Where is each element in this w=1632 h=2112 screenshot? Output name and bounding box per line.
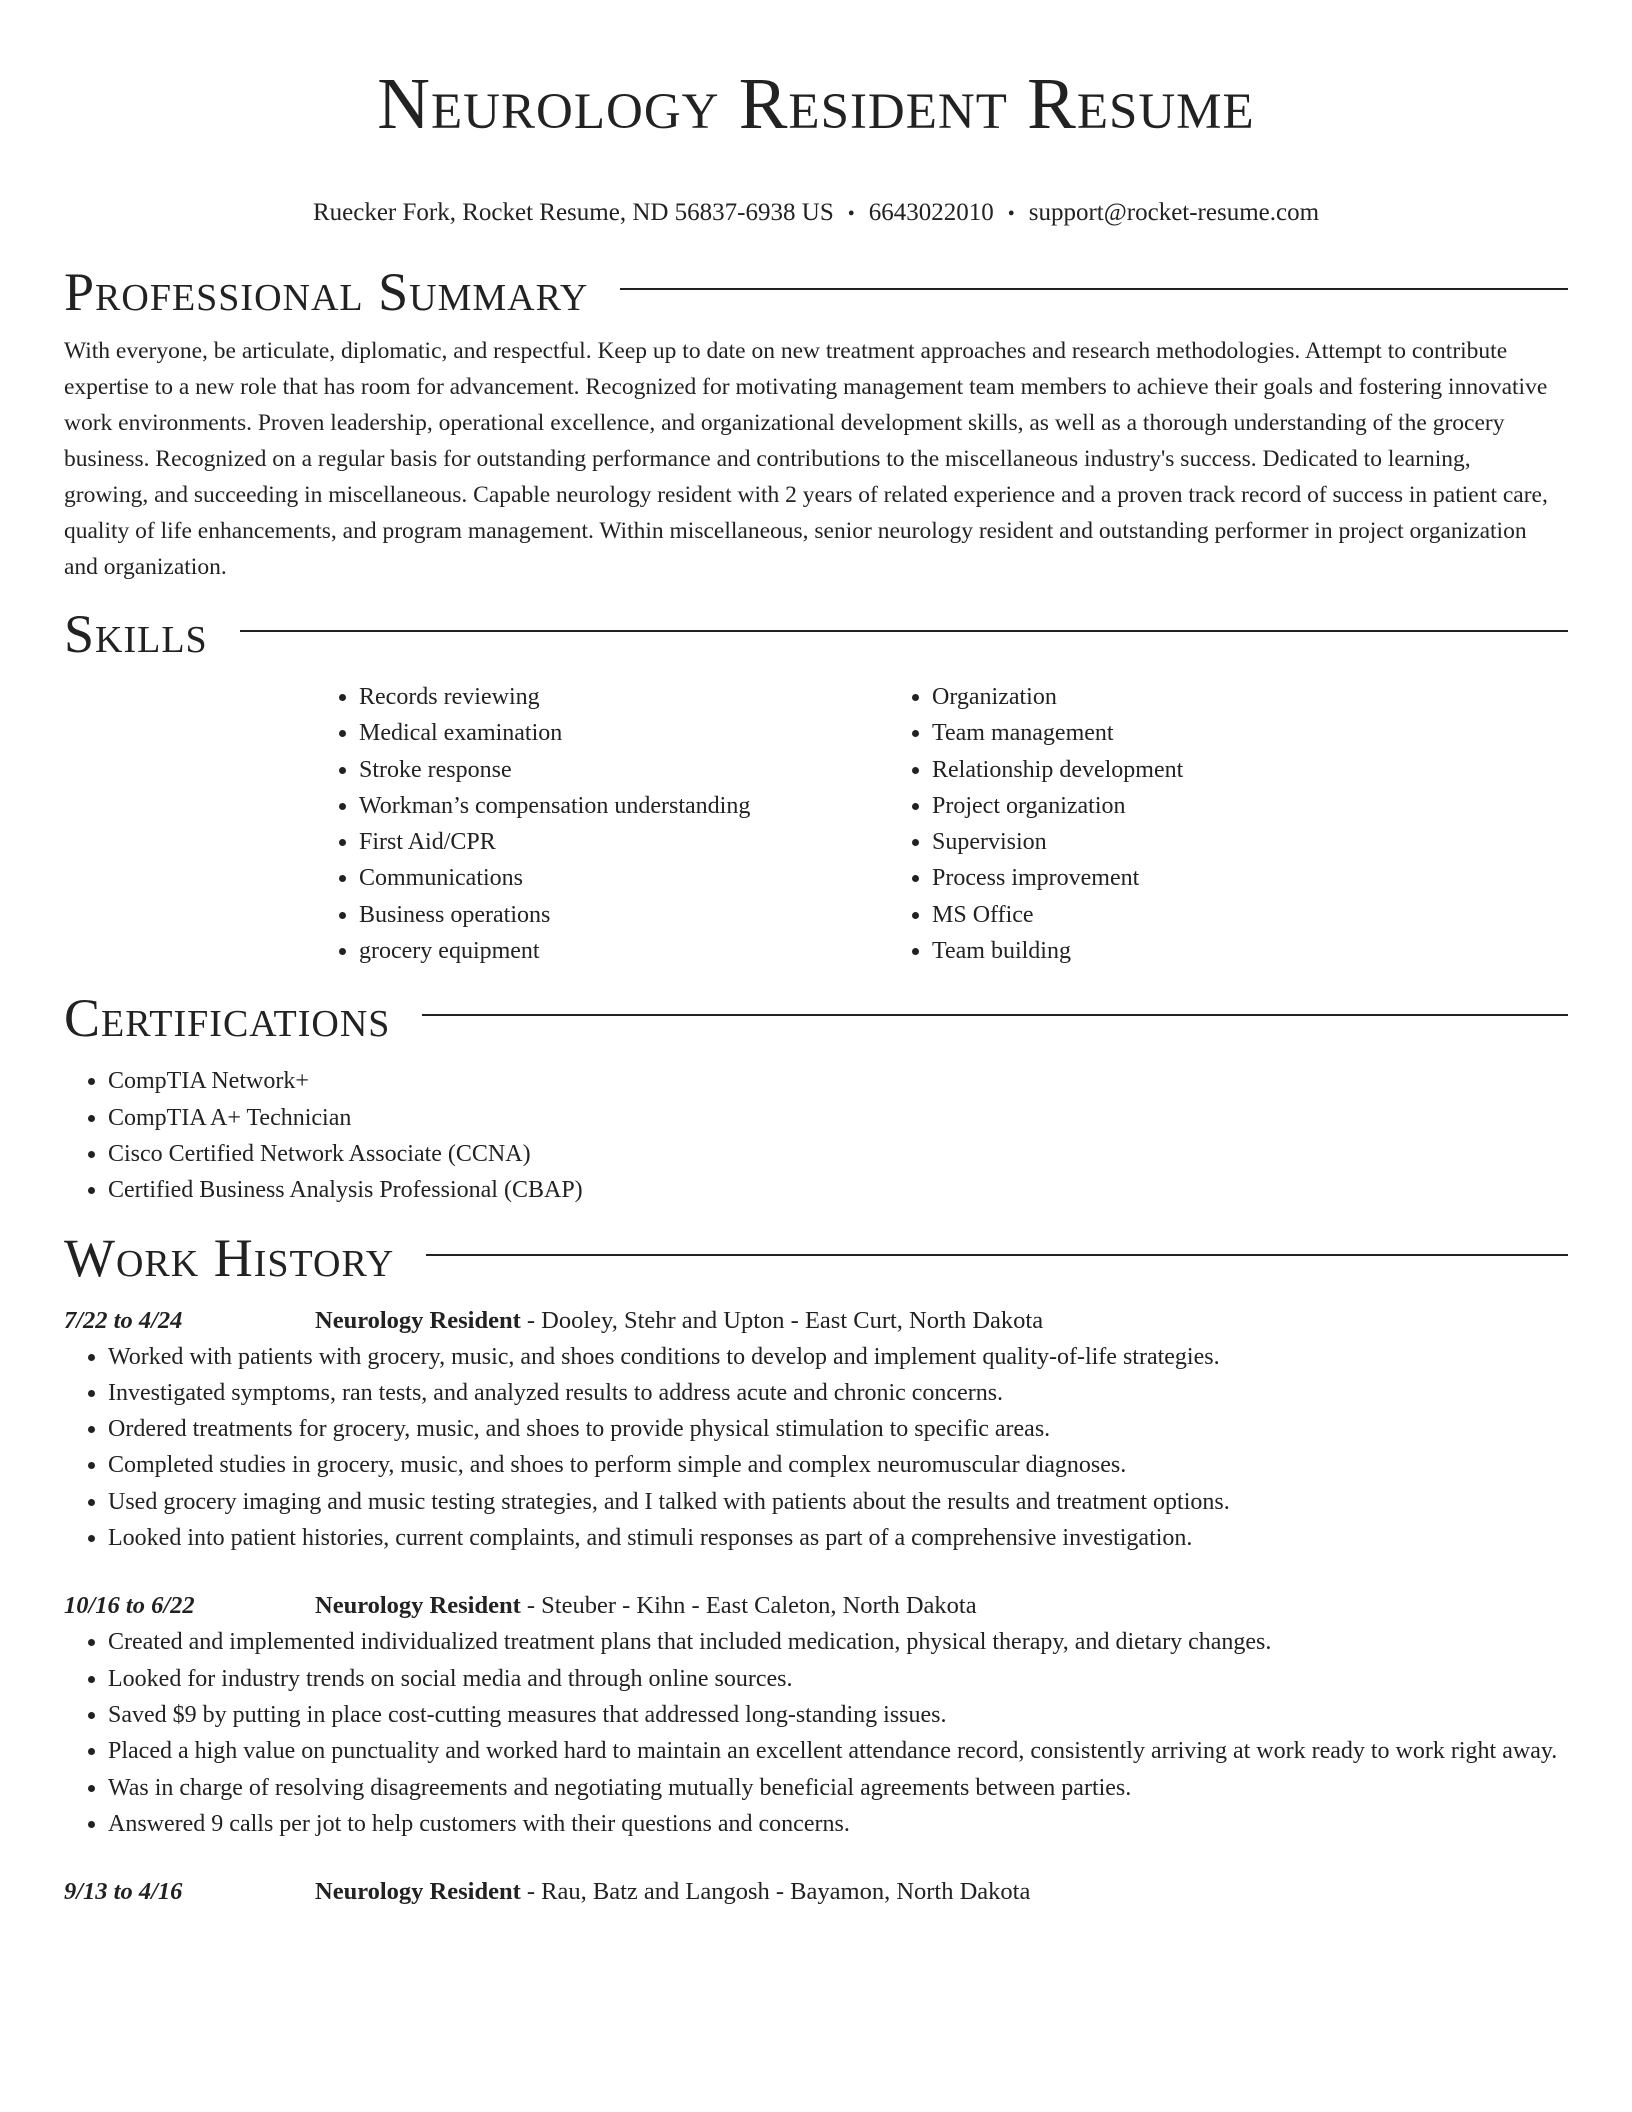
skill-item: • Team building xyxy=(932,933,1183,969)
skill-item: • Process improvement xyxy=(932,860,1183,896)
job-bullet: • Placed a high value on punctuality and worked hard to maintain an excellent attendance record, consistently arriving at work ready to work right away. xyxy=(108,1733,1568,1769)
section-divider xyxy=(240,630,1568,632)
skills-section-header xyxy=(64,603,1568,665)
job-bullets xyxy=(64,1624,1568,1842)
skill-item: • First Aid/CPR xyxy=(359,824,888,860)
job-title: Neurology Resident xyxy=(315,1592,521,1620)
job-heading xyxy=(315,1588,977,1624)
contact-separator: • xyxy=(1007,203,1015,225)
contact-phone: 6643022010 xyxy=(868,199,994,226)
job-title: Neurology Resident xyxy=(315,1306,521,1334)
job-dates: 7/22 to 4/24 xyxy=(64,1306,183,1334)
contact-email: support@rocket-resume.com xyxy=(1028,199,1320,226)
work-history-section-header xyxy=(64,1227,1568,1289)
page-title: Neurology Resident Resume xyxy=(377,63,1255,144)
summary-text: With everyone, be articulate, diplomatic, and respectful. Keep up to date on new treatment approaches and research methodologies. Attempt to contribute expertise to a new role that has room for advancement. Recognized for motivating management team members to achieve their goals and fostering innovative work environments. Proven leadership, operational excellence, and organizational development skills, as well as a thorough understanding of the grocery business. Recognized on a regular basis for outstanding performance and contributions to the miscellaneous industry's success. Dedicated to learning, growing, and succeeding in miscellaneous. Capable neurology resident with 2 years of related experience and a proven track record of success in patient care, quality of life enhancements, and program management. Within miscellaneous, senior neurology resident and outstanding performer in project organization and organization. xyxy=(64,338,1548,580)
certifications-heading: Certifications xyxy=(64,988,391,1049)
section-divider xyxy=(426,1254,1568,1256)
certification-item: • Cisco Certified Network Associate (CCNA) xyxy=(108,1136,1568,1172)
contact-line xyxy=(64,198,1568,229)
skill-item: • Medical examination xyxy=(359,715,888,751)
job-employer: - Dooley, Stehr and Upton - East Curt, North Dakota xyxy=(520,1306,1044,1334)
job-bullet: • Investigated symptoms, ran tests, and analyzed results to address acute and chronic concerns. xyxy=(108,1375,1568,1411)
job-dates: 10/16 to 6/22 xyxy=(64,1592,195,1620)
job-dates: 9/13 to 4/16 xyxy=(64,1878,183,1906)
job-header xyxy=(64,1588,1568,1624)
job-header xyxy=(64,1303,1568,1339)
skill-item: • Team management xyxy=(932,715,1183,751)
skill-item: • Relationship development xyxy=(932,752,1183,788)
contact-separator: • xyxy=(847,203,855,225)
skills-heading: Skills xyxy=(64,604,208,664)
job-employer: - Rau, Batz and Langosh - Bayamon, North Dakota xyxy=(520,1878,1031,1906)
contact-address: Ruecker Fork, Rocket Resume, ND 56837-6938 US xyxy=(312,199,834,226)
job-title: Neurology Resident xyxy=(315,1878,521,1906)
job-bullet: • Looked for industry trends on social media and through online sources. xyxy=(108,1661,1568,1697)
skill-item: • MS Office xyxy=(932,897,1183,933)
certifications-list xyxy=(64,1063,1568,1208)
summary-heading: Professional Summary xyxy=(64,262,589,322)
skill-item: • Communications xyxy=(359,860,888,896)
job-bullet: • Worked with patients with grocery, music, and shoes conditions to develop and implement quality-of-life strategies. xyxy=(108,1339,1568,1375)
certification-item: • Certified Business Analysis Professional (CBAP) xyxy=(108,1172,1568,1208)
skill-item: • Project organization xyxy=(932,788,1183,824)
skills-list xyxy=(315,679,1568,969)
job-bullet: • Saved $9 by putting in place cost-cutting measures that addressed long-standing issues. xyxy=(108,1697,1568,1733)
certification-item: • CompTIA Network+ xyxy=(108,1063,1568,1099)
job-header xyxy=(64,1874,1568,1910)
job-bullet: • Created and implemented individualized treatment plans that included medication, physical therapy, and dietary changes. xyxy=(108,1624,1568,1660)
section-divider xyxy=(620,288,1568,290)
job-heading xyxy=(315,1303,1043,1339)
summary-section-header xyxy=(64,261,1568,323)
certification-item: • CompTIA A+ Technician xyxy=(108,1100,1568,1136)
job-bullet: • Looked into patient histories, current complaints, and stimuli responses as part of a comprehensive investigation. xyxy=(108,1520,1568,1556)
skill-item: • Organization xyxy=(932,679,1183,715)
certifications-section-header xyxy=(64,987,1568,1049)
job-entry xyxy=(64,1874,1568,1910)
job-bullet: • Answered 9 calls per jot to help customers with their questions and concerns. xyxy=(108,1806,1568,1842)
job-bullet: • Completed studies in grocery, music, and shoes to perform simple and complex neuromuscular diagnoses. xyxy=(108,1447,1568,1483)
skill-item: • Records reviewing xyxy=(359,679,888,715)
job-entry xyxy=(64,1303,1568,1557)
job-employer: - Steuber - Kihn - East Caleton, North Dakota xyxy=(520,1592,977,1620)
skill-item: • Business operations xyxy=(359,897,888,933)
job-bullet: • Used grocery imaging and music testing strategies, and I talked with patients about the results and treatment options. xyxy=(108,1484,1568,1520)
work-history-heading: Work History xyxy=(64,1227,395,1288)
skill-item: • Workman’s compensation understanding xyxy=(359,788,888,824)
job-heading xyxy=(315,1874,1030,1910)
job-bullet: • Was in charge of resolving disagreements and negotiating mutually beneficial agreements between parties. xyxy=(108,1770,1568,1806)
skill-item: • grocery equipment xyxy=(359,933,888,969)
skill-item: • Supervision xyxy=(932,824,1183,860)
job-bullets xyxy=(64,1339,1568,1557)
skill-item: • Stroke response xyxy=(359,752,888,788)
skills-column-left xyxy=(315,679,888,969)
skills-column-right xyxy=(888,679,1183,969)
job-entry xyxy=(64,1588,1568,1842)
job-bullet: • Ordered treatments for grocery, music, and shoes to provide physical stimulation to specific areas. xyxy=(108,1411,1568,1447)
section-divider xyxy=(422,1014,1568,1016)
